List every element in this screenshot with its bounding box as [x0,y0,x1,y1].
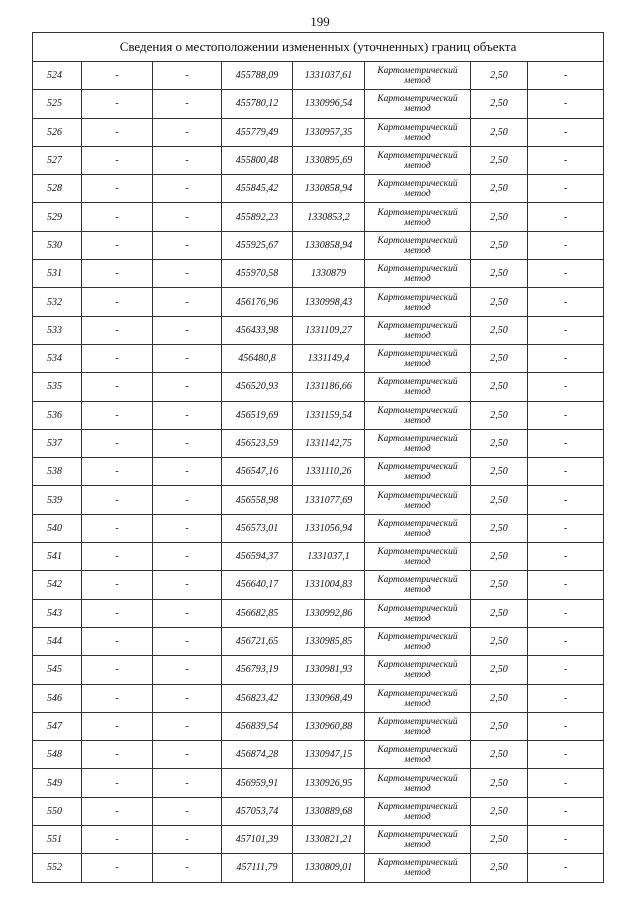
method-cell: Картометрический метод [365,656,471,684]
accuracy-cell: 2,50 [471,373,528,401]
point-number-cell: 531 [33,260,82,288]
table-row [33,429,604,457]
new-x-cell: 456520,93 [222,373,293,401]
point-number-cell: 540 [33,514,82,542]
old-x-cell: - [82,260,153,288]
method-cell: Картометрический метод [365,684,471,712]
accuracy-cell: 2,50 [471,571,528,599]
description-cell: - [528,656,604,684]
point-number-cell: 552 [33,854,82,882]
description-cell: - [528,146,604,174]
old-x-cell: - [82,571,153,599]
description-cell: - [528,826,604,854]
accuracy-cell: 2,50 [471,458,528,486]
accuracy-cell: 2,50 [471,656,528,684]
description-cell: - [528,429,604,457]
description-cell: - [528,543,604,571]
method-cell: Картометрический метод [365,373,471,401]
old-x-cell: - [82,712,153,740]
accuracy-cell: 2,50 [471,231,528,259]
description-cell: - [528,741,604,769]
old-y-cell: - [153,231,222,259]
old-x-cell: - [82,458,153,486]
old-x-cell: - [82,118,153,146]
new-x-cell: 455892,23 [222,203,293,231]
point-number-cell: 543 [33,599,82,627]
table-row [33,769,604,797]
method-cell: Картометрический метод [365,514,471,542]
accuracy-cell: 2,50 [471,401,528,429]
point-number-cell: 542 [33,571,82,599]
old-y-cell: - [153,599,222,627]
description-cell: - [528,203,604,231]
accuracy-cell: 2,50 [471,486,528,514]
accuracy-cell: 2,50 [471,514,528,542]
accuracy-cell: 2,50 [471,203,528,231]
table-row [33,175,604,203]
method-cell: Картометрический метод [365,599,471,627]
old-x-cell: - [82,684,153,712]
accuracy-cell: 2,50 [471,712,528,740]
description-cell: - [528,627,604,655]
new-x-cell: 456959,91 [222,769,293,797]
point-number-cell: 538 [33,458,82,486]
new-x-cell: 455780,12 [222,90,293,118]
new-x-cell: 456523,59 [222,429,293,457]
point-number-cell: 525 [33,90,82,118]
old-y-cell: - [153,684,222,712]
old-y-cell: - [153,656,222,684]
point-number-cell: 547 [33,712,82,740]
point-number-cell: 532 [33,288,82,316]
old-x-cell: - [82,344,153,372]
method-cell: Картометрический метод [365,316,471,344]
old-x-cell: - [82,146,153,174]
new-y-cell: 1330926,95 [293,769,365,797]
old-y-cell: - [153,769,222,797]
old-y-cell: - [153,514,222,542]
new-x-cell: 457101,39 [222,826,293,854]
point-number-cell: 537 [33,429,82,457]
table-row [33,826,604,854]
new-x-cell: 456874,28 [222,741,293,769]
new-x-cell: 455800,48 [222,146,293,174]
old-x-cell: - [82,62,153,90]
new-x-cell: 456594,37 [222,543,293,571]
table-row [33,741,604,769]
new-y-cell: 1331056,94 [293,514,365,542]
new-x-cell: 457111,79 [222,854,293,882]
method-cell: Картометрический метод [365,175,471,203]
new-y-cell: 1331110,26 [293,458,365,486]
method-cell: Картометрический метод [365,543,471,571]
accuracy-cell: 2,50 [471,854,528,882]
page-number: 199 [310,14,330,29]
old-x-cell: - [82,826,153,854]
accuracy-cell: 2,50 [471,684,528,712]
new-x-cell: 455779,49 [222,118,293,146]
description-cell: - [528,712,604,740]
table-row [33,797,604,825]
new-y-cell: 1330996,54 [293,90,365,118]
old-y-cell: - [153,627,222,655]
description-cell: - [528,373,604,401]
table-title: Сведения о местоположении измененных (уточненных) границ объекта [33,33,604,62]
new-x-cell: 456839,54 [222,712,293,740]
point-number-cell: 548 [33,741,82,769]
method-cell: Картометрический метод [365,826,471,854]
method-cell: Картометрический метод [365,118,471,146]
old-y-cell: - [153,429,222,457]
method-cell: Картометрический метод [365,741,471,769]
old-x-cell: - [82,288,153,316]
new-y-cell: 1330985,85 [293,627,365,655]
method-cell: Картометрический метод [365,571,471,599]
table-row [33,571,604,599]
new-y-cell: 1330889,68 [293,797,365,825]
old-x-cell: - [82,797,153,825]
table-row [33,373,604,401]
table-row [33,288,604,316]
method-cell: Картометрический метод [365,797,471,825]
accuracy-cell: 2,50 [471,118,528,146]
old-x-cell: - [82,543,153,571]
old-x-cell: - [82,401,153,429]
old-y-cell: - [153,260,222,288]
table-row [33,260,604,288]
table-row [33,543,604,571]
method-cell: Картометрический метод [365,854,471,882]
method-cell: Картометрический метод [365,429,471,457]
new-x-cell: 456721,65 [222,627,293,655]
description-cell: - [528,769,604,797]
point-number-cell: 544 [33,627,82,655]
accuracy-cell: 2,50 [471,769,528,797]
old-x-cell: - [82,854,153,882]
old-x-cell: - [82,656,153,684]
description-cell: - [528,514,604,542]
old-y-cell: - [153,712,222,740]
method-cell: Картометрический метод [365,486,471,514]
description-cell: - [528,797,604,825]
accuracy-cell: 2,50 [471,429,528,457]
new-x-cell: 456682,85 [222,599,293,627]
old-y-cell: - [153,62,222,90]
description-cell: - [528,260,604,288]
point-number-cell: 530 [33,231,82,259]
point-number-cell: 527 [33,146,82,174]
new-x-cell: 455845,42 [222,175,293,203]
table-row [33,344,604,372]
table-row [33,458,604,486]
old-x-cell: - [82,599,153,627]
new-y-cell: 1331004,83 [293,571,365,599]
new-y-cell: 1331037,1 [293,543,365,571]
accuracy-cell: 2,50 [471,146,528,174]
description-cell: - [528,175,604,203]
description-cell: - [528,458,604,486]
table-row [33,486,604,514]
old-x-cell: - [82,741,153,769]
new-y-cell: 1330858,94 [293,175,365,203]
table-row [33,712,604,740]
point-number-cell: 539 [33,486,82,514]
table-row [33,231,604,259]
table-row [33,514,604,542]
method-cell: Картометрический метод [365,146,471,174]
table-title-row [33,33,604,62]
new-x-cell: 456176,96 [222,288,293,316]
point-number-cell: 524 [33,62,82,90]
point-number-cell: 529 [33,203,82,231]
method-cell: Картометрический метод [365,260,471,288]
description-cell: - [528,599,604,627]
point-number-cell: 551 [33,826,82,854]
method-cell: Картометрический метод [365,90,471,118]
new-y-cell: 1331149,4 [293,344,365,372]
new-y-cell: 1331159,54 [293,401,365,429]
point-number-cell: 526 [33,118,82,146]
old-y-cell: - [153,401,222,429]
point-number-cell: 533 [33,316,82,344]
old-y-cell: - [153,118,222,146]
point-number-cell: 545 [33,656,82,684]
new-y-cell: 1330895,69 [293,146,365,174]
table-row [33,627,604,655]
boundary-coordinates-table [32,32,604,883]
new-x-cell: 456823,42 [222,684,293,712]
new-x-cell: 456547,16 [222,458,293,486]
point-number-cell: 534 [33,344,82,372]
method-cell: Картометрический метод [365,288,471,316]
new-x-cell: 456480,8 [222,344,293,372]
old-y-cell: - [153,90,222,118]
method-cell: Картометрический метод [365,231,471,259]
old-x-cell: - [82,769,153,797]
description-cell: - [528,231,604,259]
old-y-cell: - [153,344,222,372]
new-y-cell: 1330960,88 [293,712,365,740]
table-row [33,118,604,146]
old-x-cell: - [82,514,153,542]
new-y-cell: 1330998,43 [293,288,365,316]
table-row [33,62,604,90]
new-y-cell: 1331037,61 [293,62,365,90]
accuracy-cell: 2,50 [471,344,528,372]
old-x-cell: - [82,627,153,655]
new-x-cell: 455970,58 [222,260,293,288]
accuracy-cell: 2,50 [471,599,528,627]
description-cell: - [528,62,604,90]
description-cell: - [528,90,604,118]
accuracy-cell: 2,50 [471,826,528,854]
table-row [33,656,604,684]
table-row [33,599,604,627]
old-y-cell: - [153,741,222,769]
table-row [33,854,604,882]
old-x-cell: - [82,203,153,231]
old-y-cell: - [153,458,222,486]
method-cell: Картометрический метод [365,712,471,740]
new-y-cell: 1330879 [293,260,365,288]
accuracy-cell: 2,50 [471,741,528,769]
old-x-cell: - [82,90,153,118]
new-y-cell: 1330821,21 [293,826,365,854]
old-y-cell: - [153,854,222,882]
new-y-cell: 1330858,94 [293,231,365,259]
old-y-cell: - [153,571,222,599]
new-y-cell: 1330809,01 [293,854,365,882]
description-cell: - [528,571,604,599]
description-cell: - [528,684,604,712]
table-row [33,146,604,174]
old-x-cell: - [82,231,153,259]
accuracy-cell: 2,50 [471,260,528,288]
description-cell: - [528,316,604,344]
old-y-cell: - [153,288,222,316]
method-cell: Картометрический метод [365,203,471,231]
new-y-cell: 1331109,27 [293,316,365,344]
table-row [33,684,604,712]
table-row [33,401,604,429]
new-x-cell: 456573,01 [222,514,293,542]
point-number-cell: 549 [33,769,82,797]
point-number-cell: 541 [33,543,82,571]
old-x-cell: - [82,486,153,514]
description-cell: - [528,486,604,514]
accuracy-cell: 2,50 [471,62,528,90]
table-row [33,90,604,118]
old-x-cell: - [82,429,153,457]
new-x-cell: 457053,74 [222,797,293,825]
new-y-cell: 1330992,86 [293,599,365,627]
accuracy-cell: 2,50 [471,316,528,344]
old-y-cell: - [153,486,222,514]
new-x-cell: 455788,09 [222,62,293,90]
new-y-cell: 1331186,66 [293,373,365,401]
old-y-cell: - [153,373,222,401]
new-y-cell: 1331077,69 [293,486,365,514]
new-y-cell: 1330968,49 [293,684,365,712]
method-cell: Картометрический метод [365,62,471,90]
new-y-cell: 1330947,15 [293,741,365,769]
new-y-cell: 1331142,75 [293,429,365,457]
old-y-cell: - [153,203,222,231]
new-x-cell: 456519,69 [222,401,293,429]
accuracy-cell: 2,50 [471,90,528,118]
table-row [33,203,604,231]
method-cell: Картометрический метод [365,344,471,372]
description-cell: - [528,344,604,372]
new-y-cell: 1330853,2 [293,203,365,231]
old-x-cell: - [82,373,153,401]
description-cell: - [528,288,604,316]
old-y-cell: - [153,316,222,344]
accuracy-cell: 2,50 [471,627,528,655]
method-cell: Картометрический метод [365,401,471,429]
accuracy-cell: 2,50 [471,797,528,825]
accuracy-cell: 2,50 [471,543,528,571]
new-y-cell: 1330981,93 [293,656,365,684]
method-cell: Картометрический метод [365,627,471,655]
old-x-cell: - [82,316,153,344]
table-row [33,316,604,344]
description-cell: - [528,401,604,429]
new-x-cell: 456558,98 [222,486,293,514]
point-number-cell: 528 [33,175,82,203]
old-y-cell: - [153,826,222,854]
old-x-cell: - [82,175,153,203]
old-y-cell: - [153,175,222,203]
point-number-cell: 536 [33,401,82,429]
new-x-cell: 456793,19 [222,656,293,684]
point-number-cell: 550 [33,797,82,825]
accuracy-cell: 2,50 [471,288,528,316]
point-number-cell: 546 [33,684,82,712]
new-x-cell: 456640,17 [222,571,293,599]
old-y-cell: - [153,543,222,571]
new-y-cell: 1330957,35 [293,118,365,146]
new-x-cell: 455925,67 [222,231,293,259]
accuracy-cell: 2,50 [471,175,528,203]
old-y-cell: - [153,797,222,825]
description-cell: - [528,854,604,882]
new-x-cell: 456433,98 [222,316,293,344]
description-cell: - [528,118,604,146]
method-cell: Картометрический метод [365,458,471,486]
old-y-cell: - [153,146,222,174]
point-number-cell: 535 [33,373,82,401]
method-cell: Картометрический метод [365,769,471,797]
